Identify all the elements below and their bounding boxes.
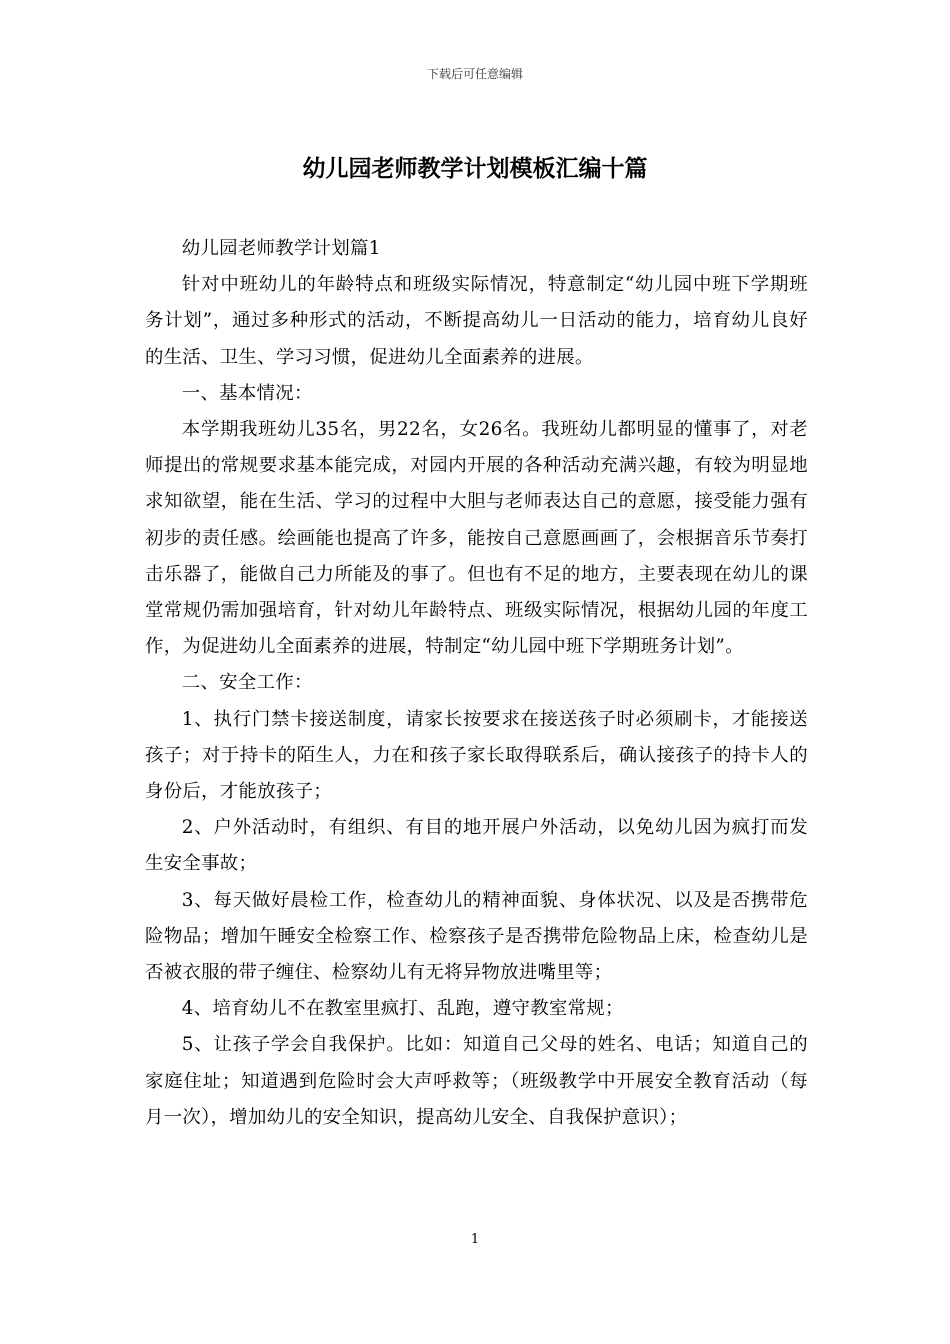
safety-item-1: 1、执行门禁卡接送制度，请家长按要求在接送孩子时必须刷卡，才能接送孩子；对于持卡的陌生人，力在和孩子家长取得联系后，确认接孩子的持卡人的身份后，才能放孩子； — [145, 708, 808, 803]
page-number: 1 — [470, 1232, 480, 1247]
section-heading-plan-1: 幼儿园老师教学计划篇1 — [181, 238, 381, 259]
safety-item-4: 4、培育幼儿不在教室里疯打、乱跑，遵守教室常规； — [181, 998, 624, 1020]
safety-item-5: 5、让孩子学会自我保护。比如：知道自己父母的姓名、电话；知道自己的家庭住址；知道遇到危险时会大声呼救等；（班级教学中开展安全教育活动（每月一次），增加幼儿的安全知识，提高幼儿安全、自我保护意识）； — [145, 1034, 808, 1128]
intro-paragraph: 针对中班幼儿的年龄特点和班级实际情况，特意制定“幼儿园中班下学期班务计划”，通过多种形式的活动，不断提高幼儿一日活动的能力，培育幼儿良好的生活、卫生、学习习惯，促进幼儿全面素养的进展。 — [145, 274, 808, 368]
safety-item-3: 3、每天做好晨检工作，检查幼儿的精神面貌、身体状况、以及是否携带危险物品；增加午睡安全检察工作、检察孩子是否携带危险物品上床，检查幼儿是否被衣服的带子缠住、检察幼儿有无将异物放进嘴里等； — [145, 889, 808, 984]
document-body — [145, 231, 808, 1136]
section-heading-basic-situation: 一、基本情况： — [181, 382, 313, 404]
safety-item-2: 2、户外活动时，有组织、有目的地开展户外活动，以免幼儿因为疯打而发生安全事故； — [145, 817, 808, 875]
section-heading-safety-work: 二、安全工作： — [181, 672, 313, 694]
header-note: 下载后可任意编辑 — [426, 67, 523, 81]
basic-situation-paragraph: 本学期我班幼儿35名，男22名，女26名。我班幼儿都明显的懂事了，对老师提出的常规要求基本能完成，对园内开展的各种活动充满兴趣，有较为明显地求知欲望，能在生活、学习的过程中大胆与老师表达自己的意愿，接受能力强有初步的责任感。绘画能也提高了许多，能按自己意愿画画了，会根据音乐节奏打击乐器了，能做自己力所能及的事了。但也有不足的地方，主要表现在幼儿的课堂常规仍需加强培育，针对幼儿年龄特点、班级实际情况，根据幼儿园的年度工作，为促进幼儿全面素养的进展，特制定“幼儿园中班下学期班务计划”。 — [145, 419, 808, 658]
document-title: 幼儿园老师教学计划模板汇编十篇 — [302, 155, 648, 182]
